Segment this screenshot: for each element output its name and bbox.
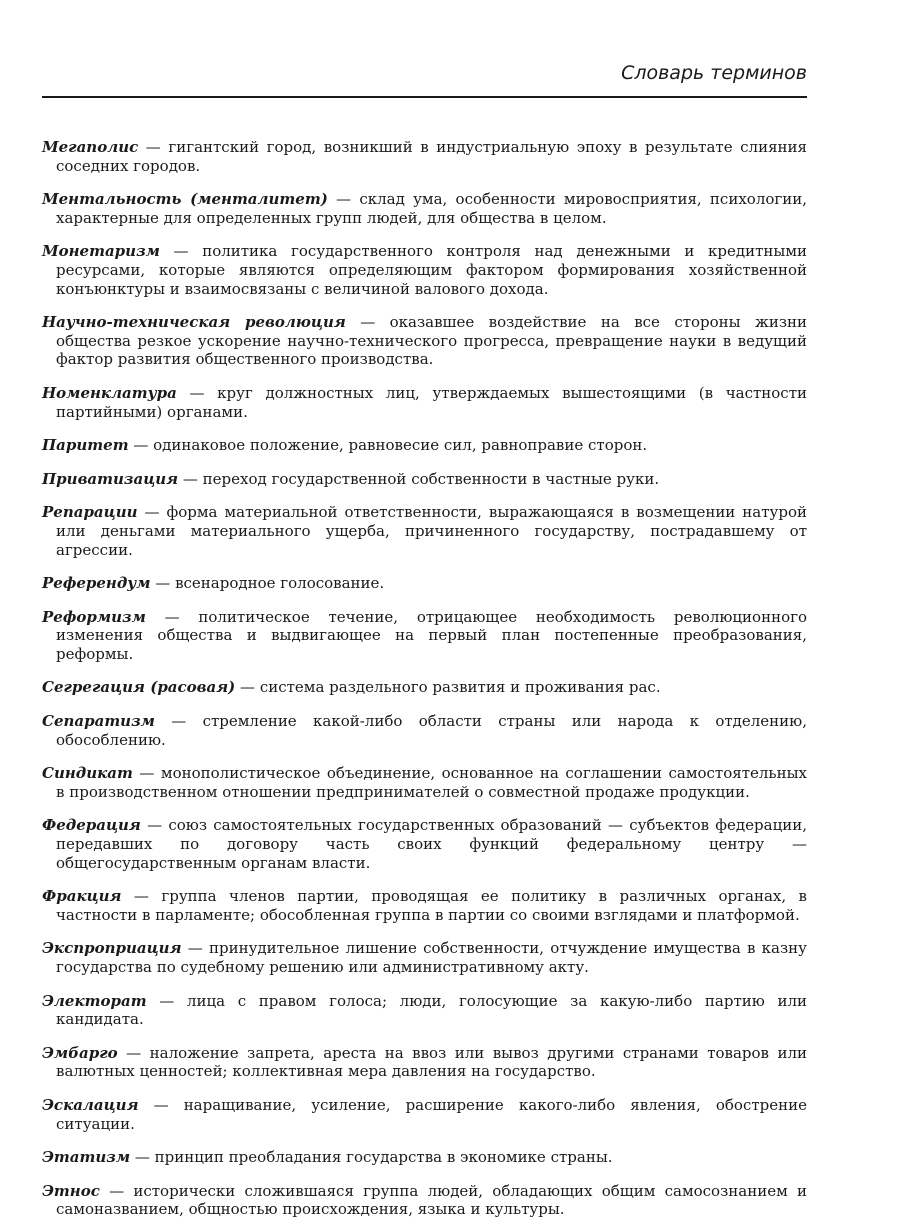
glossary-entry-privatizaciya	[42, 470, 807, 489]
glossary-definition: — переход государственной собственности в частные руки.	[178, 469, 660, 488]
glossary-definition: — политика государственного контроля над денежными и кредитными ресурсами, которые являются определяющим фактором формирования хозяйственной конъюнктуры и взаимосвязаны с величиной валового дохода.	[56, 242, 807, 298]
glossary-entry-reparacii	[42, 503, 807, 559]
glossary-term: Фракция	[42, 887, 122, 906]
glossary-definition: — принудительное лишение собственности, отчуждение имущества в казну государства по судебному решению или административному акту.	[56, 939, 807, 976]
glossary-definition: — принцип преобладания государства в экономике страны.	[130, 1148, 613, 1167]
glossary-term: Реформизм	[42, 607, 146, 626]
page-header	[42, 58, 807, 98]
glossary-definition: — группа членов партии, проводящая ее политику в различных органах, в частности в парламенте; обособленная группа в партии со своими взглядами и платформой.	[56, 887, 807, 924]
glossary-definition: — форма материальной ответственности, выражающаяся в возмещении натурой или деньгами материального ущерба, причиненного государству, пострадавшему от агрессии.	[56, 503, 807, 559]
glossary-term: Научно-техническая революция	[42, 313, 346, 332]
glossary-term: Монетаризм	[42, 242, 160, 261]
glossary-definition: — монополистическое объединение, основанное на соглашении самостоятельных в производственном отношении предпринимателей о совместной продаже продукции.	[56, 764, 807, 801]
glossary-entry-segregaciya	[42, 678, 807, 697]
glossary-term: Эмбарго	[42, 1043, 118, 1062]
glossary-entry-federaciya	[42, 816, 807, 872]
glossary-term: Репарации	[42, 503, 138, 522]
glossary-term: Паритет	[42, 436, 129, 455]
glossary-term: Электорат	[42, 991, 147, 1010]
glossary-entry-nomenklatura	[42, 384, 807, 421]
glossary-definition: — наложение запрета, ареста на ввоз или вывоз другими странами товаров или валютных ценностей; коллективная мера давления на государство.	[56, 1043, 807, 1081]
glossary-entry-eskalaciya	[42, 1096, 807, 1133]
glossary-term: Этнос	[42, 1181, 100, 1200]
glossary-term: Номенклатура	[42, 383, 177, 402]
glossary-definition: — лица с правом голоса; люди, голосующие за какую-либо партию или кандидата.	[56, 991, 807, 1029]
glossary-entry-megapolis	[42, 138, 807, 175]
glossary-entry-etatizm	[42, 1148, 807, 1167]
glossary-entry-referendum	[42, 574, 807, 593]
glossary-definition: — стремление какой-либо области страны или народа к отделению, обособлению.	[56, 712, 807, 749]
glossary-entry-mentalnost	[42, 190, 807, 227]
glossary-term: Приватизация	[42, 469, 179, 488]
glossary-term: Референдум	[42, 574, 151, 593]
glossary-definition: — гигантский город, возникший в индустриальную эпоху в результате слияния соседних городов.	[56, 138, 807, 175]
glossary-term: Синдикат	[42, 764, 133, 783]
glossary-term: Эскалация	[42, 1095, 139, 1114]
glossary-term: Мегаполис	[42, 138, 139, 156]
glossary-entry-separatizm	[42, 712, 807, 749]
page-title: Словарь терминов	[621, 62, 807, 84]
glossary-list	[42, 123, 807, 1228]
glossary-definition: — система раздельного развития и проживания рас.	[235, 678, 661, 697]
glossary-term: Федерация	[42, 816, 141, 835]
glossary-entry-frakciya	[42, 887, 807, 924]
glossary-entry-elektorat	[42, 992, 807, 1029]
glossary-entry-paritet	[42, 436, 807, 455]
glossary-entry-reformizm	[42, 608, 807, 664]
glossary-definition: — склад ума, особенности мировосприятия, психологии, характерные для определенных групп людей, для общества в целом.	[56, 190, 808, 227]
glossary-definition: — одинаковое положение, равновесие сил, равноправие сторон.	[128, 436, 648, 455]
glossary-definition: — всенародное голосование.	[150, 574, 385, 593]
glossary-term: Ментальность (менталитет)	[42, 190, 328, 209]
glossary-entry-monetarizm	[42, 242, 807, 298]
glossary-entry-embargo	[42, 1044, 807, 1081]
glossary-term: Сегрегация (расовая)	[42, 678, 236, 697]
glossary-entry-etnos	[42, 1182, 807, 1219]
glossary-definition: — союз самостоятельных государственных образований — субъектов федерации, передавших по договору часть своих функций федеральному центру — общегосударственным органам власти.	[56, 816, 807, 872]
glossary-definition: — оказавшее воздействие на все стороны жизни общества резкое ускорение научно-технического прогресса, превращение науки в ведущий фактор развития общественного производства.	[56, 313, 807, 369]
glossary-definition: — наращивание, усиление, расширение какого-либо явления, обострение ситуации.	[56, 1095, 807, 1133]
glossary-definition: — политическое течение, отрицающее необходимость революционного изменения общества и выдвигающее на первый план постепенные преобразования, реформы.	[56, 607, 807, 663]
glossary-term: Экспроприация	[42, 939, 182, 958]
glossary-definition: — исторически сложившаяся группа людей, обладающих общим самосознанием и самоназванием, общностью происхождения, языка и культуры.	[56, 1181, 807, 1219]
glossary-entry-ntr	[42, 313, 807, 369]
glossary-term: Этатизм	[42, 1148, 131, 1167]
glossary-term: Сепаратизм	[42, 712, 155, 731]
glossary-entry-ekspropriaciya	[42, 939, 807, 976]
glossary-definition: — круг должностных лиц, утверждаемых вышестоящими (в частности партийными) органами.	[56, 383, 807, 421]
glossary-entry-sindikat	[42, 764, 807, 801]
